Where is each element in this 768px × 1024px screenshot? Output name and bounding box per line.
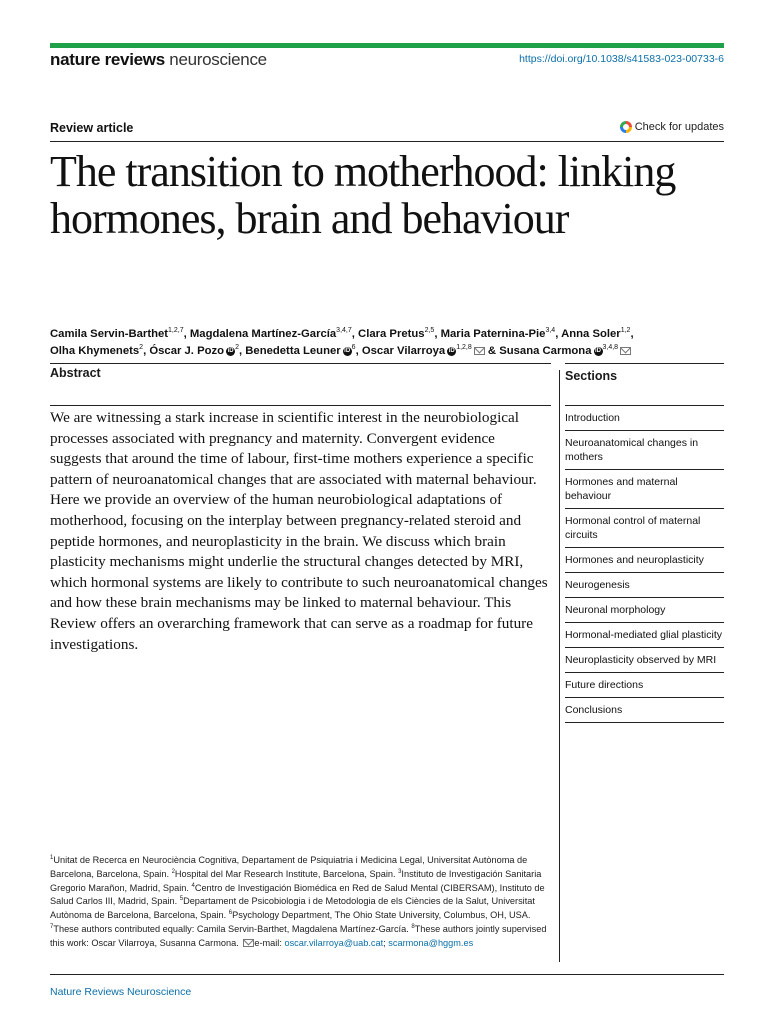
orcid-icon[interactable]: iD bbox=[344, 347, 351, 354]
section-link-hormonal-control[interactable]: Hormonal control of maternal circuits bbox=[565, 509, 724, 548]
journal-name-bold: nature reviews bbox=[50, 50, 165, 69]
author-separator: , bbox=[238, 345, 246, 357]
author-separator: , bbox=[555, 328, 562, 340]
journal-logo[interactable] bbox=[50, 50, 267, 70]
author-separator: , bbox=[183, 328, 190, 340]
author-list bbox=[50, 326, 724, 360]
author-name[interactable]: Susana Carmona bbox=[499, 345, 592, 357]
footer-divider bbox=[50, 974, 724, 975]
affiliation-sup: 1 bbox=[50, 854, 54, 861]
affiliation-text: Departament de Psicobiologia i de Metodologia de els Ciències de la Salut, Universitat Autònoma de Barcelona, Barcelona, Spain. bbox=[50, 896, 535, 921]
affiliation-text: These authors contributed equally: Camila Servin-Barthet, Magdalena Martínez-García. bbox=[53, 923, 412, 934]
check-for-updates-button[interactable] bbox=[620, 121, 724, 133]
doi-link[interactable]: https://doi.org/10.1038/s41583-023-00733-6 bbox=[519, 53, 724, 65]
author-name[interactable]: Camila Servin-Barthet bbox=[50, 328, 169, 340]
author-affiliation-sup: 2 bbox=[139, 344, 144, 352]
email-envelope-icon[interactable] bbox=[474, 347, 485, 355]
affiliation-sup: 8 bbox=[411, 923, 415, 930]
author-affiliation-sup: 2 bbox=[235, 344, 239, 352]
abstract-text: We are witnessing a stark increase in scientific interest in the neurobiological processes associated with pregnancy and maternity. Convergent evidence suggests that around the time of labour, first-time mothers experience a specific pattern of neuroanatomical changes that are associated with maternal behaviour. Here we provide an overview of the human neurobiological adaptations of motherhood, focusing on the interplay between pregnancy-related steroid and peptide hormones, and neuroplasticity in the brain. We discuss which brain plasticity mechanisms might underlie the structural changes detected by MRI, which hormonal systems are likely to contribute to such neuroanatomical changes and how these brain mechanisms may be linked to maternal behaviour. This Review offers an overarching framework that can serve as a roadmap for future investigations. bbox=[50, 409, 548, 653]
sections-heading: Sections bbox=[565, 364, 724, 406]
author-affiliation-sup: 6 bbox=[351, 344, 356, 352]
affiliation-sup: 6 bbox=[228, 910, 233, 917]
email-envelope-icon[interactable] bbox=[620, 347, 631, 355]
email-link-carmona[interactable]: scarmona@hggm.es bbox=[388, 937, 474, 948]
author-separator: , bbox=[630, 328, 634, 340]
affiliation-sup: 4 bbox=[191, 882, 195, 889]
footer-journal-name[interactable]: Nature Reviews Neuroscience bbox=[50, 986, 192, 998]
author-name[interactable]: Óscar J. Pozo bbox=[149, 345, 225, 357]
author-affiliation-sup: 3,4,8 bbox=[602, 344, 619, 352]
section-link-neurogenesis[interactable]: Neurogenesis bbox=[565, 573, 724, 598]
affiliation-text: Centro de Investigación Biomédica en Red de Salud Mental (CIBERSAM), Instituto de Salud Carlos III, Madrid, Spain. bbox=[50, 882, 545, 907]
author-affiliation-sup: 1,2,8 bbox=[456, 344, 472, 352]
journal-name-light: neuroscience bbox=[169, 50, 267, 69]
affiliation-sup: 2 bbox=[171, 868, 175, 875]
email-link-vilarroya[interactable]: oscar.vilarroya@uab.cat bbox=[284, 937, 384, 948]
email-envelope-icon bbox=[243, 939, 254, 947]
article-title: The transition to motherhood: linking hormones, brain and behaviour bbox=[50, 147, 676, 243]
affiliations bbox=[50, 854, 550, 951]
author-name[interactable]: Anna Soler bbox=[561, 328, 621, 340]
section-link-neuroanatomical-changes[interactable]: Neuroanatomical changes in mothers bbox=[565, 431, 724, 470]
author-separator: , bbox=[434, 328, 441, 340]
email-separator: ; bbox=[383, 937, 389, 948]
affiliation-text: Hospital del Mar Research Institute, Barcelona, Spain. bbox=[174, 868, 399, 879]
email-label: e-mail: bbox=[254, 937, 282, 948]
affiliation-sup: 7 bbox=[50, 923, 54, 930]
author-affiliation-sup: 2,5 bbox=[424, 327, 435, 335]
orcid-icon[interactable]: iD bbox=[595, 347, 601, 354]
author-name[interactable]: Benedetta Leuner bbox=[245, 345, 341, 357]
section-link-introduction[interactable]: Introduction bbox=[565, 406, 724, 431]
section-link-glial-plasticity[interactable]: Hormonal-mediated glial plasticity bbox=[565, 623, 724, 648]
author-name[interactable]: Olha Khymenets bbox=[50, 345, 140, 357]
check-updates-label: Check for updates bbox=[634, 121, 724, 133]
section-link-conclusions[interactable]: Conclusions bbox=[565, 698, 724, 723]
sections-nav bbox=[565, 363, 724, 723]
abstract-heading: Abstract bbox=[50, 366, 101, 380]
author-separator: , bbox=[143, 345, 150, 357]
section-link-neuronal-morphology[interactable]: Neuronal morphology bbox=[565, 598, 724, 623]
affiliation-text: These authors jointly supervised this work: Oscar Vilarroya, Susanna Carmona. bbox=[50, 923, 547, 948]
author-separator: , bbox=[355, 345, 362, 357]
section-link-neuroplasticity-mri[interactable]: Neuroplasticity observed by MRI bbox=[565, 648, 724, 673]
journal-brand-bar bbox=[50, 43, 724, 48]
author-affiliation-sup: 1,2,7 bbox=[168, 327, 184, 335]
affiliation-text: Unitat de Recerca en Neurociència Cognitiva, Departament de Psiquiatria i Medicina Legal, Universitat Autònoma de Barcelona, Barcelona, Spain. bbox=[50, 855, 528, 879]
author-name[interactable]: Oscar Vilarroya bbox=[361, 345, 446, 357]
affiliation-text: Psychology Department, The Ohio State University, Columbus, OH, USA. bbox=[232, 910, 531, 921]
author-separator: , bbox=[351, 328, 359, 340]
orcid-icon[interactable]: iD bbox=[227, 347, 234, 354]
article-type-label: Review article bbox=[50, 121, 134, 135]
header-divider bbox=[50, 141, 724, 142]
check-updates-icon bbox=[620, 121, 632, 133]
author-name[interactable]: Magdalena Martínez-García bbox=[189, 328, 337, 340]
abstract-top-divider bbox=[50, 363, 551, 364]
author-name[interactable]: Clara Pretus bbox=[358, 328, 425, 340]
affiliation-sup: 3 bbox=[398, 868, 402, 875]
section-link-hormones-neuroplasticity[interactable]: Hormones and neuroplasticity bbox=[565, 548, 724, 573]
abstract-divider bbox=[50, 405, 551, 406]
author-name[interactable]: Maria Paternina-Pie bbox=[440, 328, 546, 340]
section-link-future-directions[interactable]: Future directions bbox=[565, 673, 724, 698]
affiliation-text: Instituto de Investigación Sanitaria Gregorio Marañon, Madrid, Spain. bbox=[50, 868, 542, 893]
author-affiliation-sup: 3,4,7 bbox=[336, 327, 352, 335]
affiliation-sup: 5 bbox=[179, 896, 184, 903]
orcid-icon[interactable]: iD bbox=[448, 347, 455, 354]
author-affiliation-sup: 1,2 bbox=[620, 327, 631, 335]
author-affiliation-sup: 3,4 bbox=[545, 327, 556, 335]
column-divider bbox=[559, 370, 560, 962]
section-link-hormones-maternal-behaviour[interactable]: Hormones and maternal behaviour bbox=[565, 470, 724, 509]
author-separator: & bbox=[484, 345, 500, 357]
